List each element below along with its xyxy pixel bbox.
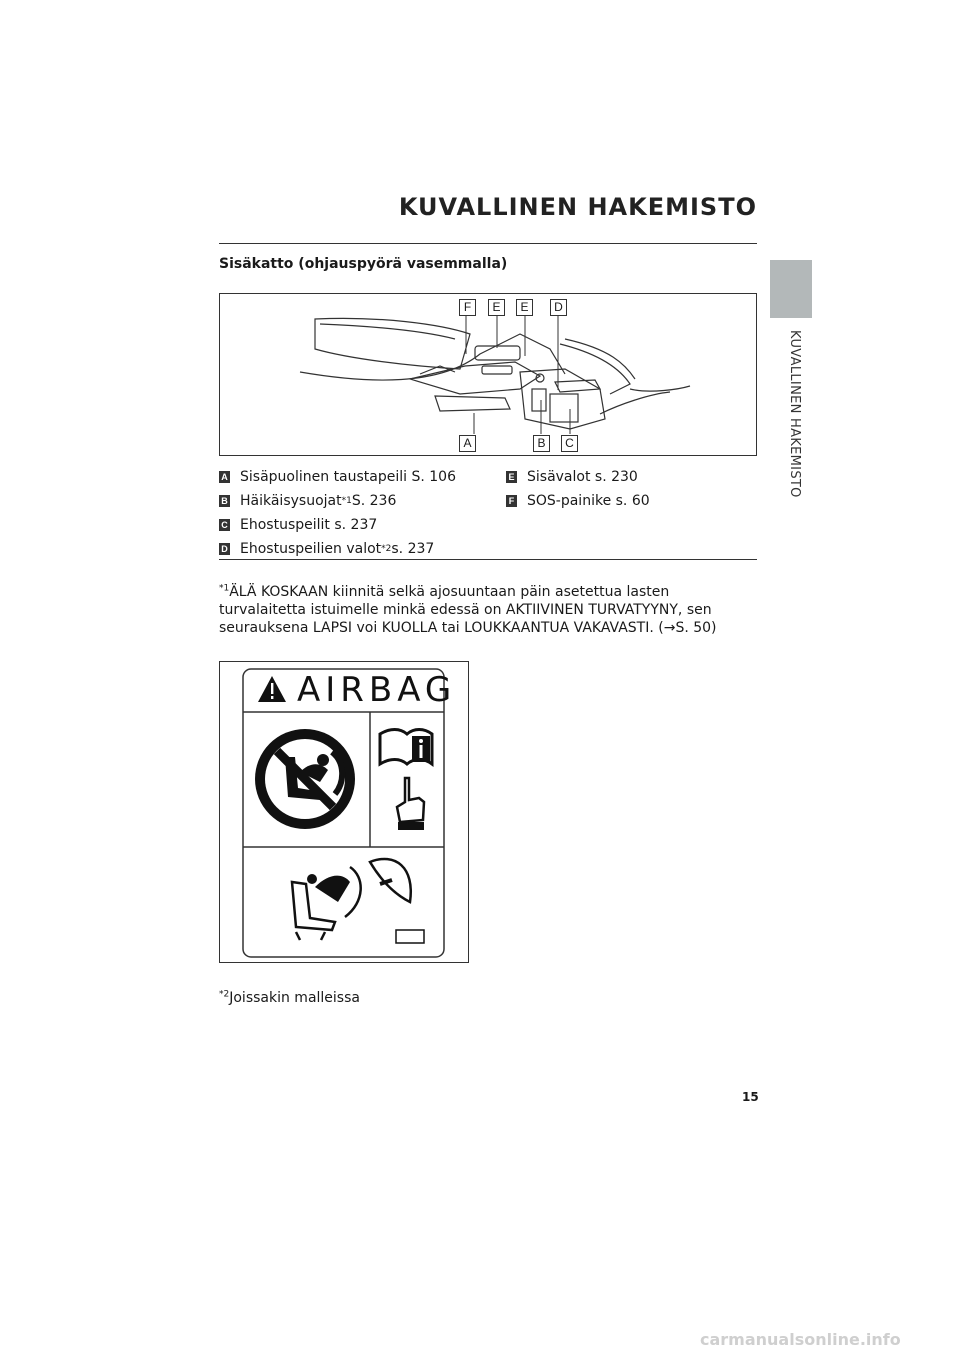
pointing-finger-icon	[397, 778, 424, 830]
header-divider	[219, 243, 757, 244]
legend-item-a	[219, 468, 456, 486]
note1-text: ÄLÄ KOSKAAN kiinnitä selkä ajosuuntaan päin asetettua lasten turvalaitetta istuimelle minkä edessä on AKTIIVINEN TURVATYYNY, sen seurauksena LAPSI voi KUOLLA tai LOUKKAANTUA VAKAVASTI. (→S. 50)	[219, 584, 717, 636]
legend-text-f: SOS-painike s. 60	[527, 493, 650, 509]
manual-book-icon	[380, 730, 432, 765]
footer-watermark: carmanualsonline.info	[700, 1330, 901, 1349]
airbag-label-figure	[219, 661, 469, 963]
airbag-title: AIRBAG	[297, 670, 457, 710]
legend-item-c	[219, 516, 377, 534]
ceiling-illustration	[220, 294, 756, 455]
legend-text-d: Ehostuspeilien valot	[240, 541, 382, 557]
legend-text-c: Ehostuspeilit s. 237	[240, 517, 378, 533]
side-tab-label: KUVALLINEN HAKEMISTO	[787, 330, 802, 498]
label-e-1: E	[488, 299, 505, 316]
page-number: 15	[742, 1090, 759, 1104]
legend-text-b: Häikäisysuojat	[240, 493, 342, 509]
note2-text: Joissakin malleissa	[229, 990, 360, 1006]
legend-text-a: Sisäpuolinen taustapeili S. 106	[240, 469, 456, 485]
legend-divider	[219, 559, 757, 560]
legend-page-b: S. 236	[351, 493, 397, 509]
legend-item-f	[506, 492, 650, 510]
label-e-2: E	[516, 299, 533, 316]
label-a: A	[459, 435, 476, 452]
label-c: C	[561, 435, 578, 452]
legend-key-e: E	[506, 471, 517, 483]
note2-sup: *2	[219, 989, 230, 1000]
legend-item-e	[506, 468, 638, 486]
legend-item-d: D Ehostuspeilien valot *2 s. 237	[219, 540, 434, 558]
legend-key-a: A	[219, 471, 230, 483]
label-b: B	[533, 435, 550, 452]
legend-key-b: B	[219, 495, 230, 507]
legend-page-d: s. 237	[391, 541, 435, 557]
legend-key-c: C	[219, 519, 230, 531]
ceiling-figure	[219, 293, 757, 456]
legend-item-b: B Häikäisysuojat *1 S. 236	[219, 492, 396, 510]
page-header-title: KUVALLINEN HAKEMISTO	[398, 193, 757, 221]
no-child-seat-icon	[255, 729, 355, 829]
child-seat-airbag-icon	[292, 859, 411, 940]
side-tab	[770, 260, 812, 318]
note1-sup: *1	[219, 583, 230, 594]
airbag-warning-note	[219, 583, 759, 637]
warning-triangle-icon	[258, 676, 286, 702]
legend-key-d: D	[219, 543, 230, 555]
models-note	[219, 990, 360, 1006]
legend-text-e: Sisävalot s. 230	[527, 469, 638, 485]
section-title: Sisäkatto (ohjauspyörä vasemmalla)	[219, 256, 508, 272]
label-d: D	[550, 299, 567, 316]
label-f: F	[459, 299, 476, 316]
legend-key-f: F	[506, 495, 517, 507]
